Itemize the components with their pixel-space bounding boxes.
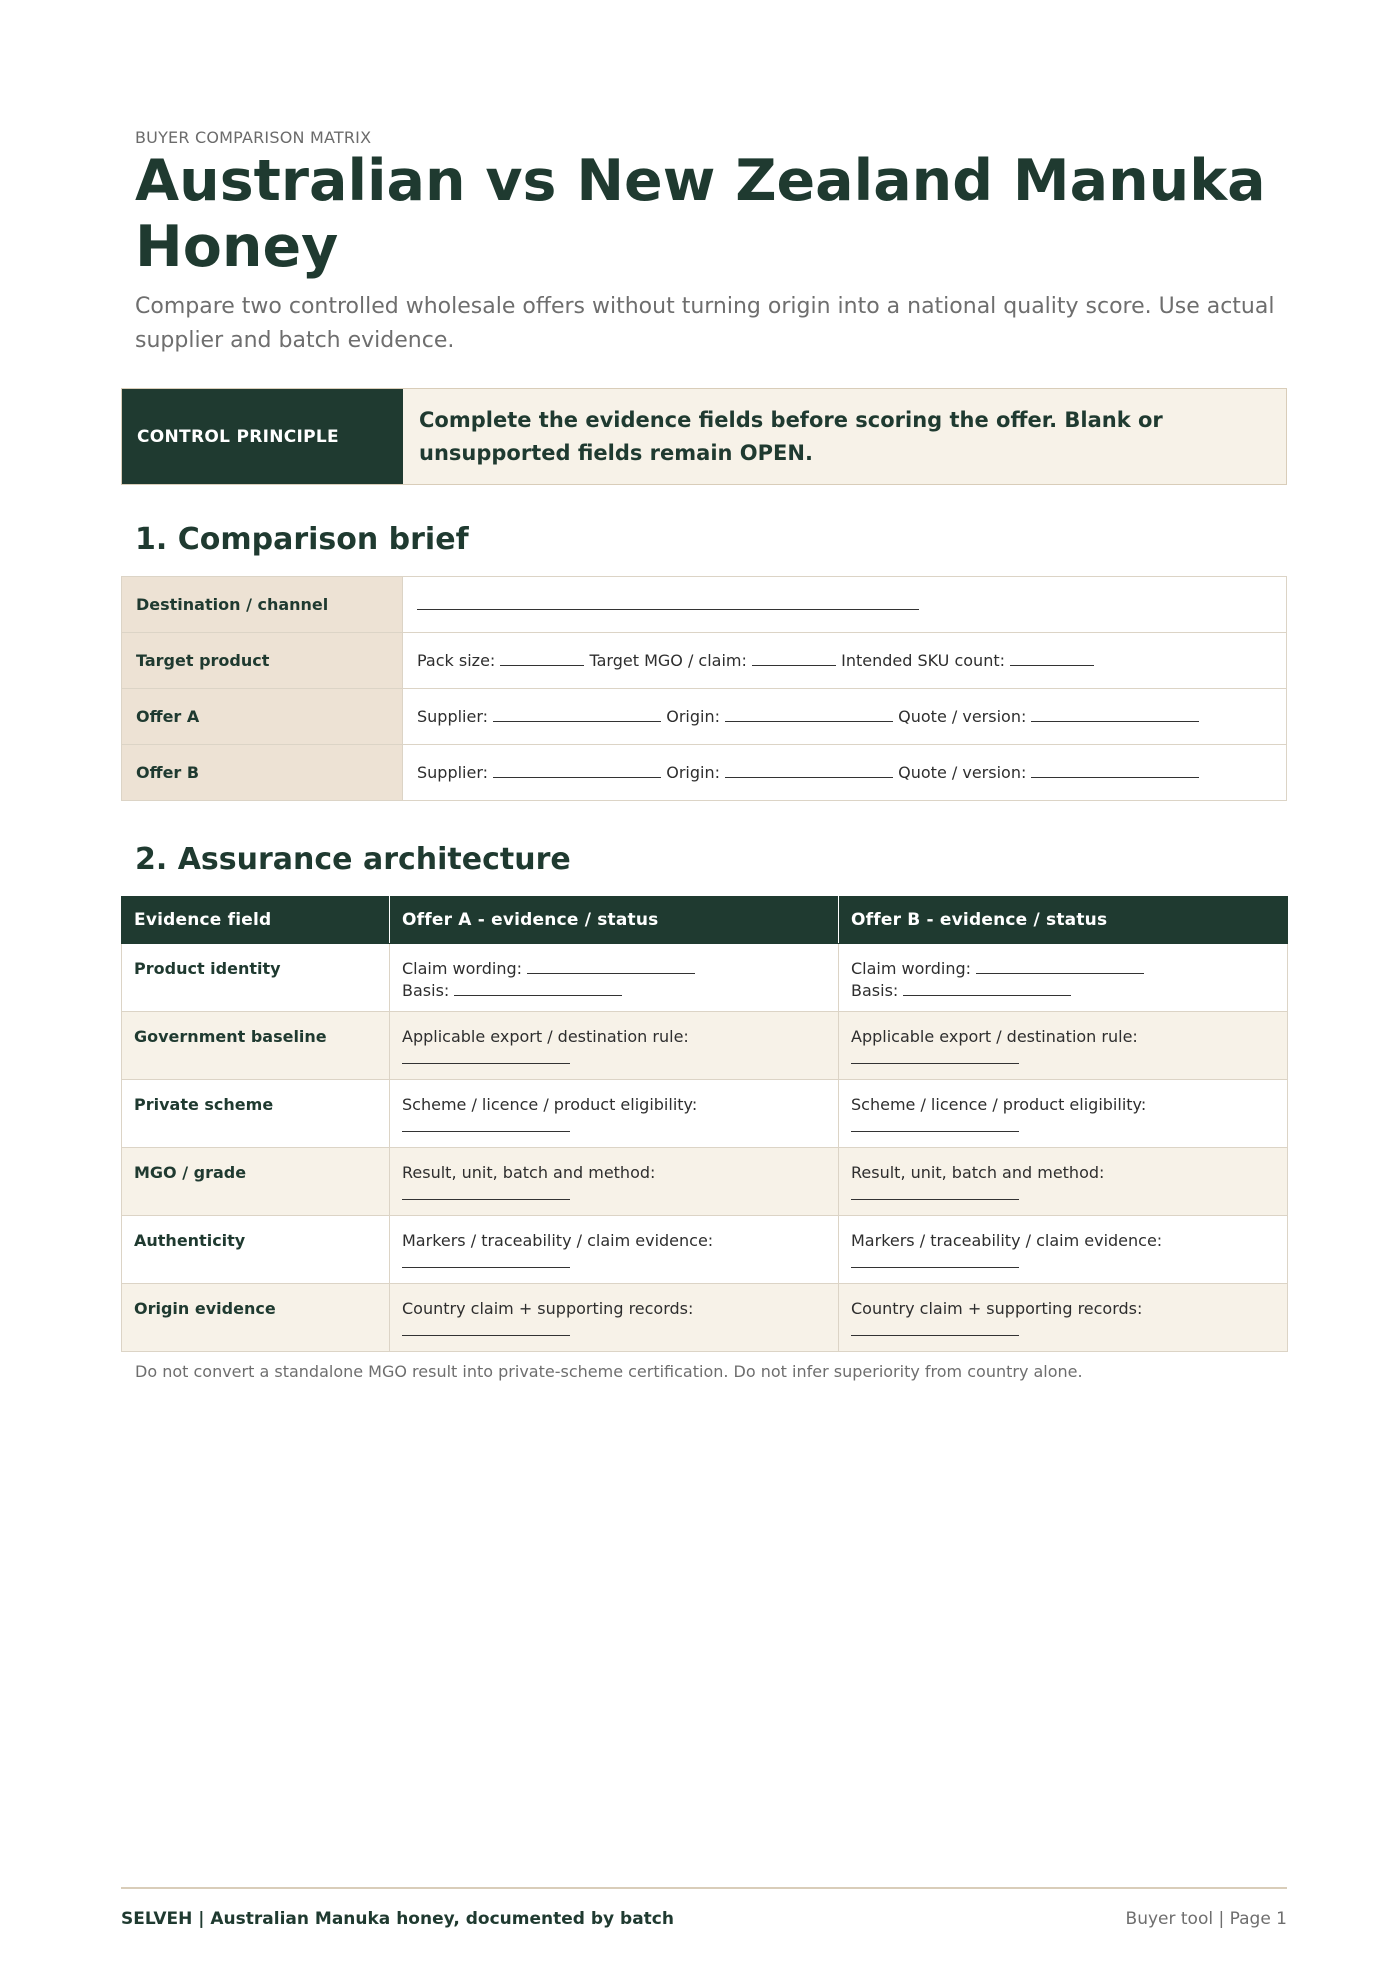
field-label: Markers / traceability / claim evidence:: [851, 1231, 1163, 1250]
field-label: Scheme / licence / product eligibility:: [851, 1095, 1147, 1114]
offer-b-evidence-cell: [839, 1148, 1288, 1216]
blank-line[interactable]: [402, 1119, 570, 1132]
field-label: Claim wording:: [851, 959, 971, 978]
offer-b-origin-field[interactable]: [725, 765, 893, 778]
column-header: Offer A - evidence / status: [390, 897, 839, 944]
target-mgo-field[interactable]: [752, 653, 836, 666]
page-subtitle: Compare two controlled wholesale offers without turning origin into a national quality score. Use actual supplier and batch evidence.: [135, 294, 1275, 353]
offer-b-evidence-cell: [839, 1080, 1288, 1148]
blank-line[interactable]: [851, 1255, 1019, 1268]
table-row: [122, 745, 1287, 801]
comparison-brief-table: [121, 576, 1287, 801]
blank-line[interactable]: [851, 1119, 1019, 1132]
blank-line[interactable]: [903, 983, 1071, 996]
field-label: Claim wording:: [402, 959, 522, 978]
field-label: Applicable export / destination rule:: [851, 1027, 1138, 1046]
section-heading-assurance-architecture: 2. Assurance architecture: [135, 842, 571, 877]
callout-label: CONTROL PRINCIPLE: [122, 389, 403, 484]
field-label: Origin:: [666, 707, 720, 726]
offer-a-fields: [403, 689, 1287, 745]
row-label: Offer A: [122, 689, 403, 745]
offer-a-evidence-cell: [390, 1284, 839, 1352]
blank-line[interactable]: [976, 961, 1144, 974]
offer-b-evidence-cell: [839, 1216, 1288, 1284]
offer-b-fields: [403, 745, 1287, 801]
blank-line[interactable]: [402, 1187, 570, 1200]
offer-b-supplier-field[interactable]: [493, 765, 661, 778]
blank-line[interactable]: [402, 1051, 570, 1064]
field-label: Result, unit, batch and method:: [402, 1163, 656, 1182]
table-row: [122, 577, 1287, 633]
table-header-row: [122, 897, 1288, 944]
table-row: [122, 1012, 1288, 1080]
table-row: [122, 1284, 1288, 1352]
table-row: [122, 633, 1287, 689]
table-row: [122, 1216, 1288, 1284]
control-principle-callout: [121, 388, 1287, 485]
field-label: Scheme / licence / product eligibility:: [402, 1095, 698, 1114]
blank-line[interactable]: [402, 1323, 570, 1336]
row-label: Target product: [122, 633, 403, 689]
footer-divider: [121, 1887, 1287, 1889]
evidence-field-label: MGO / grade: [122, 1148, 390, 1216]
field-label: Intended SKU count:: [841, 651, 1005, 670]
offer-a-supplier-field[interactable]: [493, 709, 661, 722]
field-label: Result, unit, batch and method:: [851, 1163, 1105, 1182]
field-label: Basis:: [851, 981, 899, 1000]
blank-line[interactable]: [851, 1323, 1019, 1336]
offer-a-evidence-cell: [390, 944, 839, 1012]
field-label: Pack size:: [417, 651, 496, 670]
footer-brand-text: SELVEH | Australian Manuka honey, documented by batch: [121, 1909, 674, 1929]
offer-b-quote-field[interactable]: [1031, 765, 1199, 778]
offer-a-evidence-cell: [390, 1080, 839, 1148]
column-header: Offer B - evidence / status: [839, 897, 1288, 944]
blank-line[interactable]: [402, 1255, 570, 1268]
offer-a-evidence-cell: [390, 1216, 839, 1284]
row-label: Offer B: [122, 745, 403, 801]
field-label: Supplier:: [417, 707, 489, 726]
pack-size-field[interactable]: [500, 653, 584, 666]
offer-a-evidence-cell: [390, 1012, 839, 1080]
blank-line[interactable]: [851, 1051, 1019, 1064]
evidence-field-label: Origin evidence: [122, 1284, 390, 1352]
destination-channel-field[interactable]: [403, 577, 1287, 633]
assurance-note: Do not convert a standalone MGO result into private-scheme certification. Do not infer superiority from country alone.: [135, 1362, 1083, 1381]
evidence-field-label: Private scheme: [122, 1080, 390, 1148]
sku-count-field[interactable]: [1010, 653, 1094, 666]
field-label: Quote / version:: [898, 707, 1027, 726]
page-title: Australian vs New Zealand Manuka Honey: [135, 148, 1266, 280]
field-label: Quote / version:: [898, 763, 1027, 782]
evidence-field-label: Government baseline: [122, 1012, 390, 1080]
row-label: Destination / channel: [122, 577, 403, 633]
field-label: Supplier:: [417, 763, 489, 782]
offer-b-evidence-cell: [839, 1012, 1288, 1080]
section-heading-comparison-brief: 1. Comparison brief: [135, 522, 469, 557]
blank-line[interactable]: [851, 1187, 1019, 1200]
blank-line[interactable]: [417, 597, 919, 610]
offer-b-evidence-cell: [839, 944, 1288, 1012]
table-row: [122, 944, 1288, 1012]
footer-page-info: Buyer tool | Page 1: [1125, 1909, 1287, 1929]
field-label: Applicable export / destination rule:: [402, 1027, 689, 1046]
callout-text: Complete the evidence fields before scoring the offer. Blank or unsupported fields remain OPEN.: [403, 389, 1286, 484]
assurance-architecture-table: [121, 896, 1288, 1352]
evidence-field-label: Authenticity: [122, 1216, 390, 1284]
offer-a-quote-field[interactable]: [1031, 709, 1199, 722]
target-product-fields: [403, 633, 1287, 689]
table-row: [122, 1148, 1288, 1216]
column-header: Evidence field: [122, 897, 390, 944]
offer-b-evidence-cell: [839, 1284, 1288, 1352]
offer-a-evidence-cell: [390, 1148, 839, 1216]
field-label: Origin:: [666, 763, 720, 782]
table-row: [122, 1080, 1288, 1148]
field-label: Country claim + supporting records:: [851, 1299, 1143, 1318]
field-label: Country claim + supporting records:: [402, 1299, 694, 1318]
eyebrow-label: BUYER COMPARISON MATRIX: [135, 128, 372, 147]
table-row: [122, 689, 1287, 745]
field-label: Target MGO / claim:: [589, 651, 747, 670]
blank-line[interactable]: [527, 961, 695, 974]
evidence-field-label: Product identity: [122, 944, 390, 1012]
blank-line[interactable]: [454, 983, 622, 996]
field-label: Basis:: [402, 981, 450, 1000]
field-label: Markers / traceability / claim evidence:: [402, 1231, 714, 1250]
offer-a-origin-field[interactable]: [725, 709, 893, 722]
